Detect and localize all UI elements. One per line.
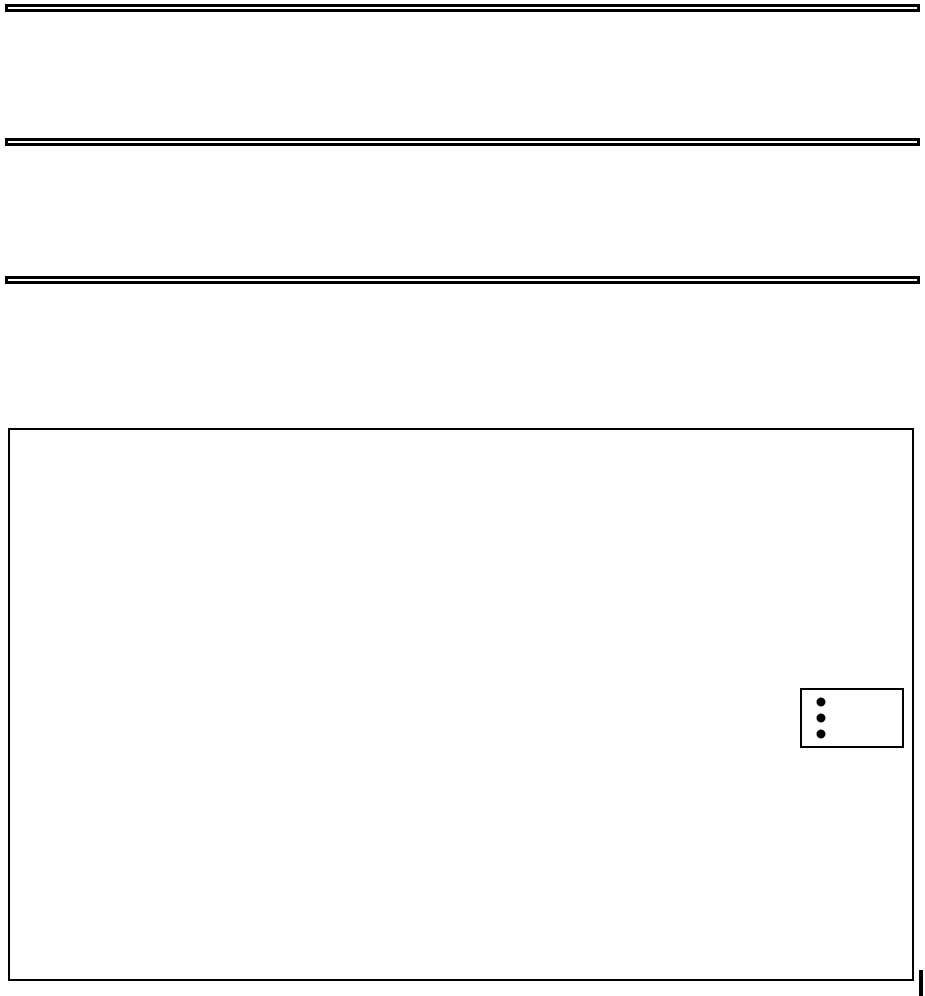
scrollbar-fragment[interactable] bbox=[919, 970, 923, 996]
lombardia-series-marker-icon bbox=[807, 712, 835, 724]
table-variazioni-percento-giornaliere[interactable] bbox=[5, 276, 920, 284]
legend-item-lombardia[interactable] bbox=[807, 710, 897, 726]
chart-legend[interactable] bbox=[800, 688, 904, 748]
chart-container[interactable] bbox=[8, 428, 914, 981]
table-valori-totali[interactable] bbox=[5, 4, 920, 12]
abruzzo-series-marker-icon bbox=[807, 728, 835, 740]
legend-item-italia[interactable] bbox=[807, 694, 897, 710]
italia-series-marker-icon bbox=[807, 696, 835, 708]
table-variazioni-giornaliere[interactable] bbox=[5, 138, 920, 146]
legend-item-abruzzo[interactable] bbox=[807, 726, 897, 742]
chart-plot[interactable] bbox=[10, 430, 912, 979]
